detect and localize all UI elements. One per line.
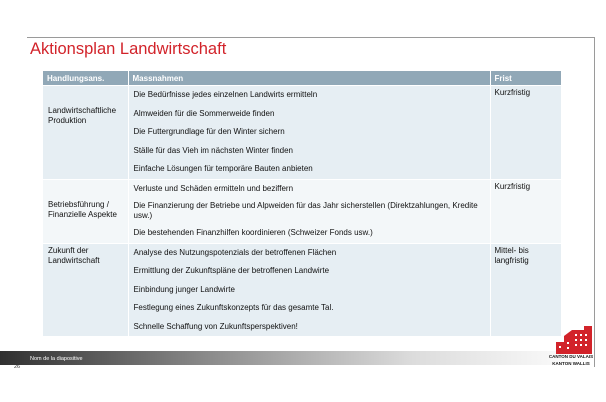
- table-row: [43, 243, 561, 336]
- measure-item: Die Futtergrundlage für den Winter sichern: [133, 127, 285, 136]
- measure-item: Die Bedürfnisse jedes einzelnen Landwirts ermitteln: [133, 90, 318, 99]
- table-row: [43, 86, 561, 180]
- right-divider: [594, 37, 595, 367]
- measure-item: Ställe für das Vieh im nächsten Winter finden: [133, 145, 293, 155]
- page-number: 26: [14, 364, 21, 370]
- measure-item: Almweiden für die Sommerweide finden: [133, 108, 275, 118]
- top-divider: [27, 37, 594, 38]
- deadline-cell: Kurzfristig: [490, 86, 561, 180]
- measures-cell: [128, 243, 490, 336]
- footer-slide-name: Nom de la diapositive: [30, 356, 83, 362]
- header-deadline: Frist: [490, 71, 561, 86]
- measure-item: Die Finanzierung der Betriebe und Alpweiden für das Jahr sicherstellen (Direktzahlungen, Kredite usw.): [133, 201, 478, 220]
- logo-text-de: KANTON WALLIS: [552, 361, 590, 366]
- deadline-cell: Kurzfristig: [490, 179, 561, 243]
- action-plan-table: [43, 71, 561, 336]
- header-measures: Massnahmen: [128, 71, 490, 86]
- measure-item: Festlegung eines Zukunftskonzepts für das gesamte Tal.: [133, 303, 334, 312]
- area-label: Betriebsführung / Finanzielle Aspekte: [48, 199, 117, 219]
- measure-item: Analyse des Nutzungspotenzials der betroffenen Flächen: [133, 247, 337, 257]
- measure-item: Die bestehenden Finanzhilfen koordinieren (Schweizer Fonds usw.): [133, 228, 373, 237]
- table-header-row: [43, 71, 561, 86]
- area-label: Zukunft der Landwirtschaft: [48, 245, 100, 265]
- area-cell: [43, 243, 128, 336]
- measures-cell: [128, 86, 490, 180]
- measure-item: Schnelle Schaffung von Zukunftsperspektiven!: [133, 321, 298, 331]
- measure-item: Einfache Lösungen für temporäre Bauten anbieten: [133, 164, 313, 173]
- measure-item: Verluste und Schäden ermitteln und beziffern: [133, 183, 294, 193]
- footer-bar: [0, 351, 590, 365]
- slide-title: Aktionsplan Landwirtschaft: [30, 40, 227, 58]
- measures-cell: [128, 179, 490, 243]
- action-plan-table-wrapper: [43, 71, 561, 336]
- area-cell: [43, 86, 128, 180]
- table-row: [43, 179, 561, 243]
- header-area: Handlungsans.: [43, 71, 128, 86]
- deadline-cell: Mittel- bis langfristig: [490, 243, 561, 336]
- measure-item: Ermittlung der Zukunftspläne der betroffenen Landwirte: [133, 266, 330, 275]
- measure-item: Einbindung junger Landwirte: [133, 284, 235, 294]
- area-label: Landwirtschaftliche Produktion: [48, 106, 117, 125]
- area-cell: [43, 179, 128, 243]
- logo-text-fr: CANTON DU VALAIS: [548, 354, 594, 359]
